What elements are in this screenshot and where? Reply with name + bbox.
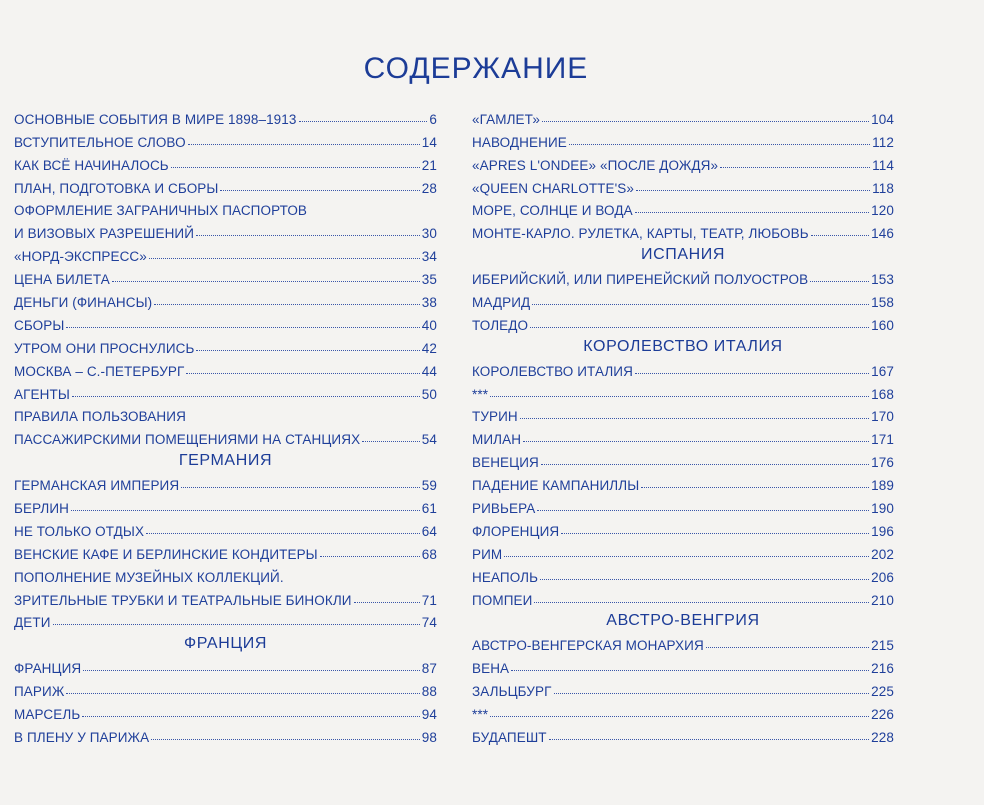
toc-entry[interactable] <box>472 424 894 447</box>
toc-entry[interactable] <box>472 150 894 173</box>
toc-page-number: 88 <box>421 684 437 700</box>
toc-page-number: 40 <box>421 317 437 333</box>
toc-entry-title: НАВОДНЕНИЕ <box>472 134 567 150</box>
dot-leader <box>196 350 419 351</box>
toc-entry-title: ЗРИТЕЛЬНЫЕ ТРУБКИ И ТЕАТРАЛЬНЫЕ БИНОКЛИ <box>14 592 352 608</box>
dot-leader <box>542 121 869 122</box>
dot-leader <box>72 396 420 397</box>
toc-entry[interactable] <box>14 264 437 287</box>
toc-entry-title: ВЕНЕЦИЯ <box>472 455 539 471</box>
dot-leader <box>511 670 869 671</box>
toc-column-right <box>472 104 894 745</box>
toc-entry-title: *** <box>472 707 489 723</box>
toc-page-number: 98 <box>421 729 437 745</box>
toc-entry[interactable] <box>472 127 894 150</box>
toc-entry[interactable] <box>14 470 437 493</box>
toc-entry-title: ЦЕНА БИЛЕТА <box>14 272 110 288</box>
toc-entry[interactable] <box>472 218 894 241</box>
dot-leader <box>151 739 420 740</box>
toc-entry-title: КАК ВСЁ НАЧИНАЛОСЬ <box>14 157 169 173</box>
toc-entry-title: МАДРИД <box>472 295 531 311</box>
toc-entry-title: ФРАНЦИЯ <box>14 661 82 677</box>
toc-entry[interactable] <box>472 562 894 585</box>
dot-leader <box>641 487 869 488</box>
toc-page-number: 114 <box>872 157 894 173</box>
toc-page-number: 30 <box>421 226 437 242</box>
dot-leader <box>146 533 420 534</box>
toc-entry[interactable] <box>472 402 894 425</box>
toc-entry-title: ТОЛЕДО <box>472 317 529 333</box>
toc-entry-title: ОФОРМЛЕНИЕ ЗАГРАНИЧНЫХ ПАСПОРТОВ <box>14 203 308 219</box>
dot-leader <box>83 670 420 671</box>
toc-page-number: 87 <box>421 661 437 677</box>
toc-entry[interactable] <box>472 676 894 699</box>
toc-entry[interactable] <box>14 218 437 241</box>
toc-page-number: 28 <box>421 180 437 196</box>
dot-leader <box>490 396 869 397</box>
dot-leader <box>554 693 870 694</box>
dot-leader <box>537 510 869 511</box>
section-heading: ГЕРМАНИЯ <box>178 452 273 470</box>
toc-page-number: 226 <box>871 707 894 723</box>
toc-entry-title: ГЕРМАНСКАЯ ИМПЕРИЯ <box>14 478 180 494</box>
toc-entry-title: ПОПОЛНЕНИЕ МУЗЕЙНЫХ КОЛЛЕКЦИЙ. <box>14 569 284 585</box>
toc-entry-title: «НОРД-ЭКСПРЕСС» <box>14 249 147 265</box>
dot-leader <box>561 533 869 534</box>
toc-page-number: 167 <box>871 363 894 379</box>
dot-leader <box>112 281 420 282</box>
toc-page-number: 104 <box>871 111 894 127</box>
toc-entry[interactable] <box>472 447 894 470</box>
dot-leader <box>569 144 870 145</box>
toc-entry[interactable] <box>14 173 437 196</box>
toc-page-number: 171 <box>871 432 894 448</box>
toc-entry-title-line <box>14 402 437 425</box>
toc-entry[interactable] <box>14 356 437 379</box>
toc-entry-title: ВСТУПИТЕЛЬНОЕ СЛОВО <box>14 134 186 150</box>
dot-leader <box>490 716 869 717</box>
dot-leader <box>186 373 419 374</box>
toc-page-number: 210 <box>871 592 894 608</box>
dot-leader <box>154 304 420 305</box>
toc-page-number: 68 <box>421 546 437 562</box>
toc-page-number: 168 <box>871 386 894 402</box>
toc-entry[interactable] <box>472 310 894 333</box>
toc-page-number: 206 <box>871 569 894 585</box>
toc-entry-title: НЕАПОЛЬ <box>472 569 539 585</box>
toc-entry[interactable] <box>14 287 437 310</box>
toc-page-number: 59 <box>421 478 437 494</box>
toc-entry[interactable] <box>472 516 894 539</box>
toc-page-number: 54 <box>421 432 437 448</box>
toc-entry[interactable] <box>472 104 894 127</box>
toc-entry-title: ЗАЛЬЦБУРГ <box>472 684 552 700</box>
toc-page-number: 228 <box>871 729 894 745</box>
toc-entry-title: МАРСЕЛЬ <box>14 707 81 723</box>
toc-entry[interactable] <box>14 104 437 127</box>
section-heading: КОРОЛЕВСТВО ИТАЛИЯ <box>583 337 783 355</box>
toc-page-number: 120 <box>871 203 894 219</box>
toc-entry[interactable] <box>14 539 437 562</box>
dot-leader <box>549 739 870 740</box>
toc-entry[interactable] <box>472 356 894 379</box>
toc-entry-title: И ВИЗОВЫХ РАЗРЕШЕНИЙ <box>14 226 195 242</box>
dot-leader <box>540 579 869 580</box>
toc-entry[interactable] <box>14 333 437 356</box>
toc-page-number: 118 <box>872 180 894 196</box>
toc-entry-title: БЕРЛИН <box>14 501 70 517</box>
toc-entry-title: «ГАМЛЕТ» <box>472 111 540 127</box>
toc-page-number: 21 <box>421 157 437 173</box>
toc-entry-title: ВЕНА <box>472 661 510 677</box>
dot-leader <box>362 441 420 442</box>
toc-entry[interactable] <box>472 379 894 402</box>
toc-entry[interactable] <box>472 630 894 653</box>
toc-page-number: 42 <box>421 340 437 356</box>
toc-entry-title: ПАРИЖ <box>14 684 65 700</box>
dot-leader <box>530 327 869 328</box>
toc-column-left <box>14 104 437 745</box>
dot-leader <box>220 190 419 191</box>
toc-entry[interactable] <box>472 585 894 608</box>
section-heading: ФРАНЦИЯ <box>183 635 268 653</box>
toc-page-number: 35 <box>421 272 437 288</box>
toc-page-number: 112 <box>872 134 894 150</box>
dot-leader <box>532 304 869 305</box>
toc-entry-title: УТРОМ ОНИ ПРОСНУЛИСЬ <box>14 340 195 356</box>
toc-entry[interactable] <box>14 722 437 745</box>
toc-entry-title: АГЕНТЫ <box>14 386 70 402</box>
dot-leader <box>706 647 869 648</box>
toc-page-number: 71 <box>421 592 437 608</box>
toc-entry[interactable] <box>14 699 437 722</box>
toc-entry-title: КОРОЛЕВСТВО ИТАЛИЯ <box>472 363 633 379</box>
section-heading: АВСТРО-ВЕНГРИЯ <box>606 612 760 630</box>
dot-leader <box>171 167 420 168</box>
toc-entry[interactable] <box>14 379 437 402</box>
dot-leader <box>149 258 420 259</box>
toc-entry[interactable] <box>472 493 894 516</box>
toc-entry[interactable] <box>14 493 437 516</box>
dot-leader <box>299 121 428 122</box>
toc-entry[interactable] <box>472 539 894 562</box>
toc-entry-title: ФЛОРЕНЦИЯ <box>472 523 560 539</box>
toc-entry-title: ПРАВИЛА ПОЛЬЗОВАНИЯ <box>14 409 186 425</box>
toc-entry-title-line <box>14 562 437 585</box>
toc-entry-title: «APRES L'ONDEE» «ПОСЛЕ ДОЖДЯ» <box>472 157 719 173</box>
toc-entry-title: МОНТЕ-КАРЛО. РУЛЕТКА, КАРТЫ, ТЕАТР, ЛЮБОВЬ <box>472 226 809 242</box>
toc-entry[interactable] <box>14 653 437 676</box>
toc-entry[interactable] <box>14 608 437 631</box>
toc-entry[interactable] <box>14 310 437 333</box>
dot-leader <box>720 167 870 168</box>
toc-page-number: 160 <box>871 317 894 333</box>
dot-leader <box>181 487 420 488</box>
toc-page-number: 61 <box>421 501 437 517</box>
toc-page-number: 215 <box>871 638 894 654</box>
toc-page-number: 190 <box>871 501 894 517</box>
toc-entry-title: ПОМПЕИ <box>472 592 533 608</box>
toc-page-number: 94 <box>421 707 437 723</box>
toc-entry[interactable] <box>14 585 437 608</box>
toc-entry-title: ВЕНСКИЕ КАФЕ И БЕРЛИНСКИЕ КОНДИТЕРЫ <box>14 546 318 562</box>
toc-entry-title: МИЛАН <box>472 432 522 448</box>
toc-entry[interactable] <box>472 722 894 745</box>
toc-entry[interactable] <box>14 676 437 699</box>
toc-page-number: 6 <box>429 111 437 127</box>
toc-page-number: 38 <box>421 295 437 311</box>
toc-entry[interactable] <box>472 287 894 310</box>
toc-page-number: 44 <box>421 363 437 379</box>
dot-leader <box>66 327 419 328</box>
toc-page-number: 14 <box>421 134 437 150</box>
toc-entry[interactable] <box>472 264 894 287</box>
toc-page-number: 170 <box>871 409 894 425</box>
dot-leader <box>534 602 869 603</box>
toc-entry-title: РИВЬЕРА <box>472 501 536 517</box>
toc-page-number: 50 <box>421 386 437 402</box>
toc-page-number: 158 <box>871 295 894 311</box>
toc-page-number: 196 <box>871 523 894 539</box>
toc-entry-title: *** <box>472 386 489 402</box>
toc-page-number: 189 <box>871 478 894 494</box>
dot-leader <box>504 556 869 557</box>
toc-entry-title-line <box>14 196 437 219</box>
dot-leader <box>66 693 419 694</box>
dot-leader <box>188 144 420 145</box>
toc-page-number: 225 <box>871 684 894 700</box>
toc-page-number: 74 <box>421 615 437 631</box>
toc-entry-title: ДЕТИ <box>14 615 51 631</box>
toc-entry[interactable] <box>472 699 894 722</box>
toc-page-number: 216 <box>871 661 894 677</box>
toc-entry[interactable] <box>472 173 894 196</box>
toc-entry-title: СБОРЫ <box>14 317 65 333</box>
toc-entry[interactable] <box>472 653 894 676</box>
toc-entry[interactable] <box>472 470 894 493</box>
toc-page-number: 176 <box>871 455 894 471</box>
toc-page-number: 64 <box>421 523 437 539</box>
toc-entry-title: МОРЕ, СОЛНЦЕ И ВОДА <box>472 203 633 219</box>
toc-entry-title: НЕ ТОЛЬКО ОТДЫХ <box>14 523 145 539</box>
toc-page-number: 34 <box>421 249 437 265</box>
toc-page-number: 202 <box>871 546 894 562</box>
toc-entry-title: ТУРИН <box>472 409 518 425</box>
toc-entry-title: МОСКВА – С.-ПЕТЕРБУРГ <box>14 363 185 379</box>
section-heading: ИСПАНИЯ <box>640 246 726 264</box>
toc-entry-title: «QUEEN CHARLOTTE'S» <box>472 180 635 196</box>
toc-page-number: 146 <box>871 226 894 242</box>
toc-entry-title: ПАДЕНИЕ КАМПАНИЛЛЫ <box>472 478 640 494</box>
dot-leader <box>53 624 420 625</box>
toc-entry-title: ИБЕРИЙСКИЙ, ИЛИ ПИРЕНЕЙСКИЙ ПОЛУОСТРОВ <box>472 272 809 288</box>
toc-entry[interactable] <box>14 516 437 539</box>
toc-entry[interactable] <box>14 127 437 150</box>
dot-leader <box>810 281 869 282</box>
toc-entry[interactable] <box>472 196 894 219</box>
toc-entry[interactable] <box>14 241 437 264</box>
dot-leader <box>82 716 420 717</box>
dot-leader <box>354 602 420 603</box>
toc-entry-title: ПАССАЖИРСКИМИ ПОМЕЩЕНИЯМИ НА СТАНЦИЯХ <box>14 432 361 448</box>
dot-leader <box>811 235 870 236</box>
dot-leader <box>320 556 420 557</box>
dot-leader <box>635 373 869 374</box>
dot-leader <box>196 235 420 236</box>
dot-leader <box>541 464 869 465</box>
toc-entry-title: ПЛАН, ПОДГОТОВКА И СБОРЫ <box>14 180 219 196</box>
toc-entry-title: АВСТРО-ВЕНГЕРСКАЯ МОНАРХИЯ <box>472 638 704 654</box>
dot-leader <box>71 510 420 511</box>
toc-entry[interactable] <box>14 424 437 447</box>
dot-leader <box>636 190 870 191</box>
toc-entry-title: ОСНОВНЫЕ СОБЫТИЯ В МИРЕ 1898–1913 <box>14 111 297 127</box>
toc-entry-title: РИМ <box>472 546 503 562</box>
toc-entry-title: В ПЛЕНУ У ПАРИЖА <box>14 729 150 745</box>
dot-leader <box>523 441 869 442</box>
toc-entry-title: ДЕНЬГИ (ФИНАНСЫ) <box>14 295 153 311</box>
toc-page-number: 153 <box>871 272 894 288</box>
toc-entry-title: БУДАПЕШТ <box>472 729 547 745</box>
toc-entry[interactable] <box>14 150 437 173</box>
dot-leader <box>520 418 869 419</box>
dot-leader <box>635 212 870 213</box>
page-title: СОДЕРЖАНИЕ <box>363 52 589 85</box>
